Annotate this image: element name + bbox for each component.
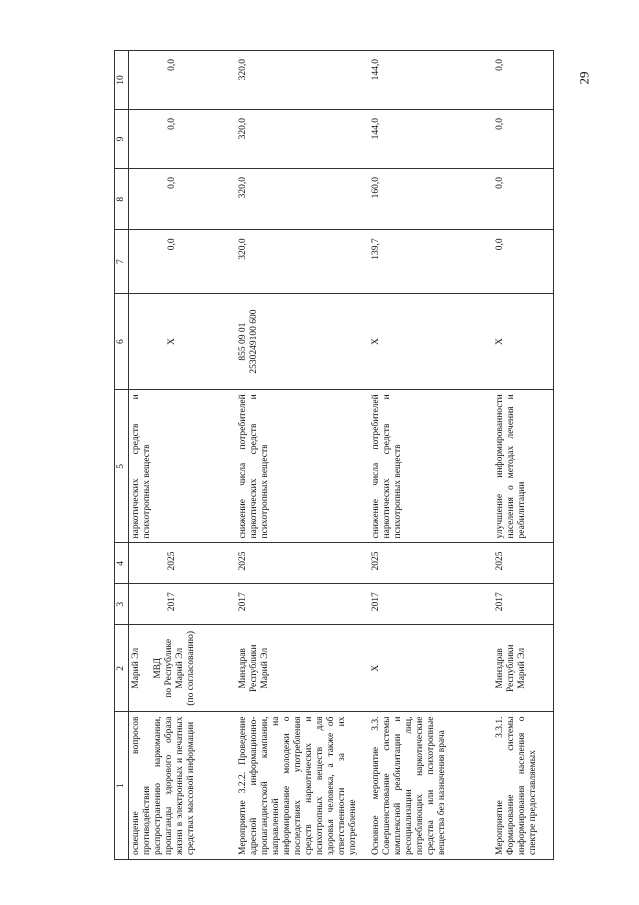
row-3-activity: Основное мероприятие 3.3. Совершенствование системы комплексной реабилитации и ресоциализации лиц, потребляющих наркотические средства или психотропные вещества без назначения врача	[369, 712, 493, 860]
row-1-executor: Марий Эл МВД по Республике Марий Эл (по согласованию)	[128, 625, 236, 712]
row-4-y3: 0,0	[493, 110, 553, 169]
row-1-start: 2017	[128, 584, 236, 625]
table-row	[236, 51, 369, 860]
row-4-code: X	[493, 293, 553, 389]
row-3-code: X	[369, 293, 493, 389]
row-4-result: улучшение информированности населения о методах лечения и реабилитации	[493, 390, 553, 543]
program-table	[114, 50, 554, 860]
table-row	[369, 51, 493, 860]
row-2-y4: 320,0	[236, 51, 369, 110]
row-3-result: снижение числа потребителей наркотических средств и психотропных веществ	[369, 390, 493, 543]
row-1-result: наркотических средств и психотропных веществ	[128, 390, 236, 543]
row-3-executor: X	[369, 625, 493, 712]
col-header-2: 2	[115, 625, 129, 712]
header-row	[115, 51, 129, 860]
row-2-y3: 320,0	[236, 110, 369, 169]
row-1-y2: 0,0	[128, 169, 236, 230]
page-number: 29	[576, 71, 592, 85]
table-row	[128, 51, 236, 860]
row-1-end: 2025	[128, 543, 236, 584]
row-2-code: 855 09 01 2530249100 600	[236, 293, 369, 389]
row-1-y1: 0,0	[128, 230, 236, 294]
row-4-y2: 0,0	[493, 169, 553, 230]
col-header-5: 5	[115, 390, 129, 543]
row-2-y2: 320,0	[236, 169, 369, 230]
row-4-y1: 0,0	[493, 230, 553, 294]
row-2-result: снижение числа потребителей наркотических средств и психотропных веществ	[236, 390, 369, 543]
col-header-3: 3	[115, 584, 129, 625]
row-3-y2: 160,0	[369, 169, 493, 230]
row-1-activity: освещение вопросов противодействия распространению наркомании, пропаганды здорового образа жизни в электронных и печатных средствах массовой информации	[128, 712, 236, 860]
rotated-table-container	[114, 50, 604, 860]
row-1-y4: 0,0	[128, 51, 236, 110]
row-4-y4: 0,0	[493, 51, 553, 110]
row-2-executor: Минздрав Республики Марий Эл	[236, 625, 369, 712]
row-3-y3: 144,0	[369, 110, 493, 169]
col-header-10: 10	[115, 51, 129, 110]
col-header-7: 7	[115, 230, 129, 294]
table-row	[493, 51, 553, 860]
row-4-start: 2017	[493, 584, 553, 625]
row-3-start: 2017	[369, 584, 493, 625]
row-2-start: 2017	[236, 584, 369, 625]
row-3-y4: 144,0	[369, 51, 493, 110]
col-header-9: 9	[115, 110, 129, 169]
row-2-activity: Мероприятие 3.2.2. Проведение адресной информационно-пропагандистской кампании, направленной на информирование молодежи о последствиях употребления средств наркотических и психотропных веществ для здоровья человека, а также об ответственности за их употребление	[236, 712, 369, 860]
row-2-y1: 320,0	[236, 230, 369, 294]
row-2-end: 2025	[236, 543, 369, 584]
row-3-y1: 139,7	[369, 230, 493, 294]
col-header-6: 6	[115, 293, 129, 389]
col-header-8: 8	[115, 169, 129, 230]
row-4-activity: Мероприятие 3.3.1. Формирование системы информирования населения о спектре предоставляемых	[493, 712, 553, 860]
row-3-end: 2025	[369, 543, 493, 584]
row-4-executor: Минздрав Республики Марий Эл	[493, 625, 553, 712]
col-header-4: 4	[115, 543, 129, 584]
row-1-code: X	[128, 293, 236, 389]
row-1-y3: 0,0	[128, 110, 236, 169]
col-header-1: 1	[115, 712, 129, 860]
row-4-end: 2025	[493, 543, 553, 584]
